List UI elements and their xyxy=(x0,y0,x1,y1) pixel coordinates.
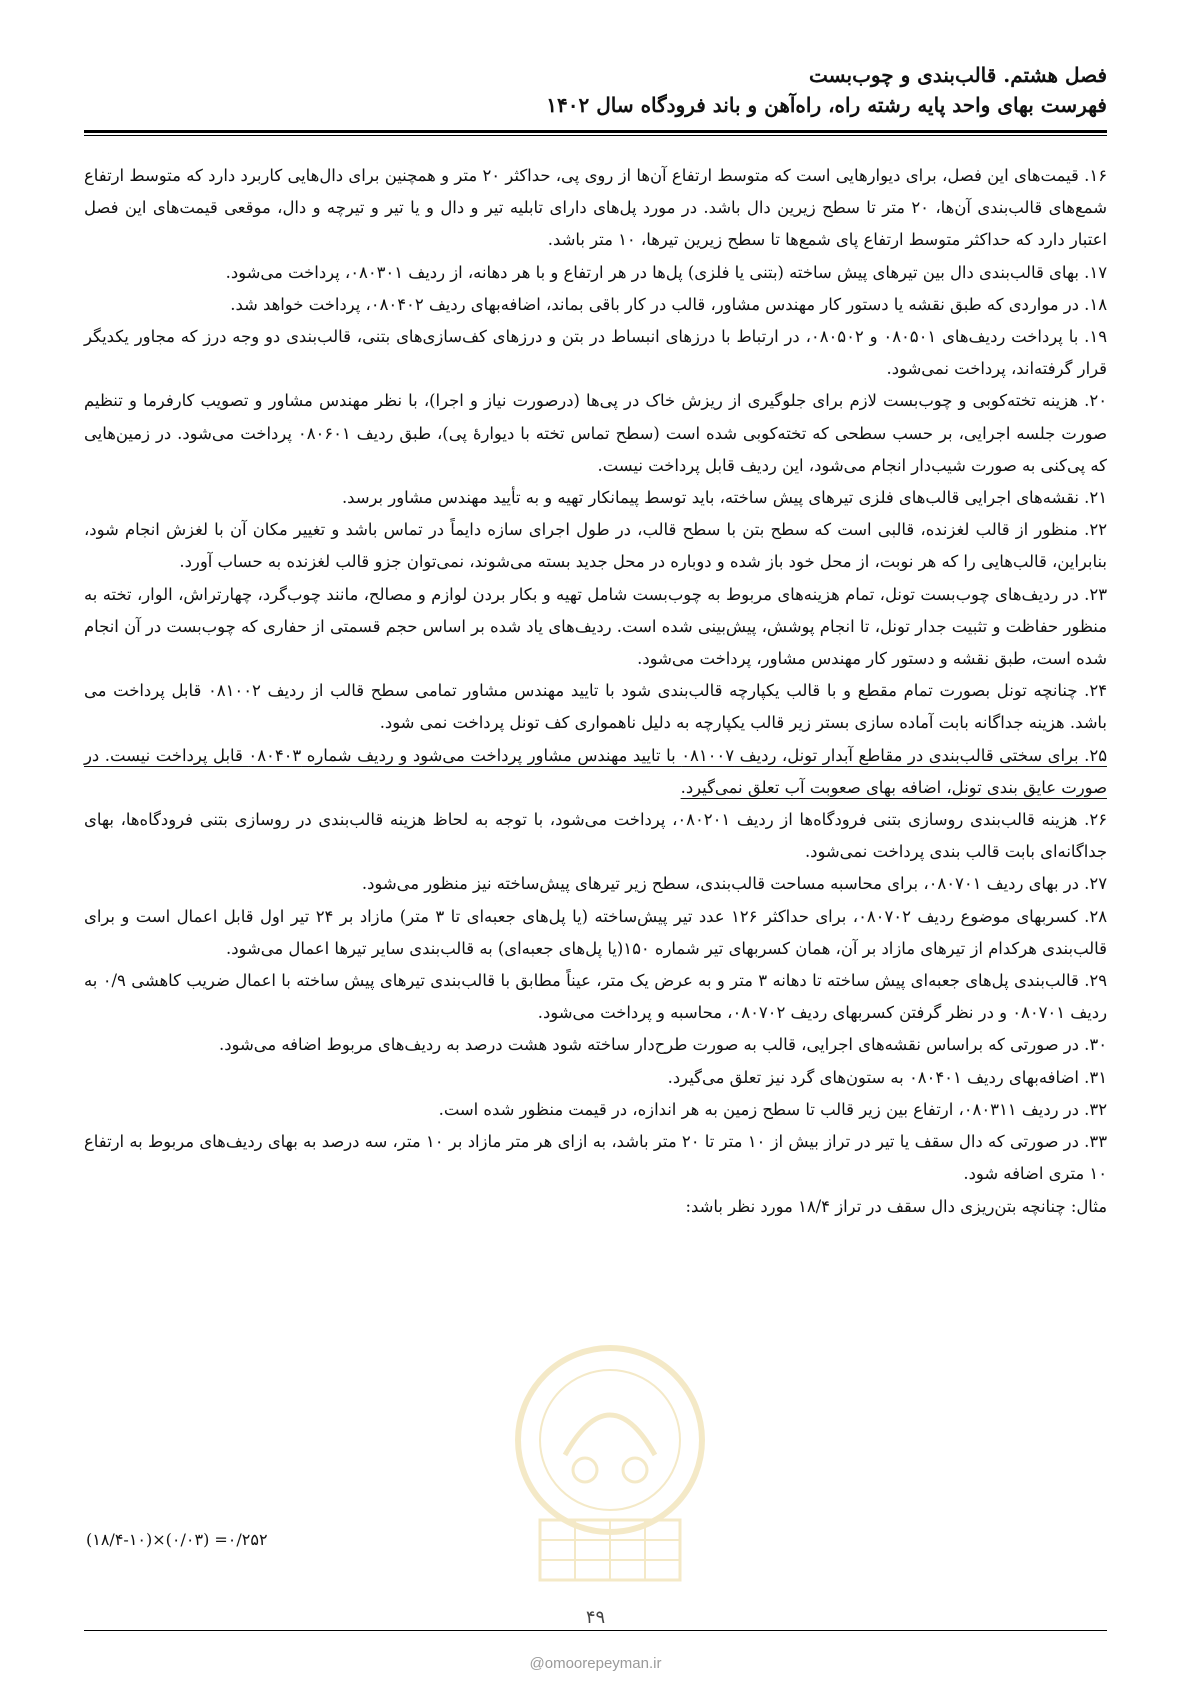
note-26: ۲۶. هزینه قالب‌بندی روسازی بتنی فرودگاه‌ها از ردیف ۰۸۰۲۰۱، پرداخت می‌شود، با توجه به لحاظ هزینه قالب‌بندی در روسازی بتنی فرودگاه‌ها، بهای جداگانه‌ای بابت قالب بندی پرداخت نمی‌شود. xyxy=(84,810,1107,862)
notes-body xyxy=(84,160,1107,1223)
header-rule-thin xyxy=(84,135,1107,136)
note-20: ۲۰. هزینه تخته‌کوبی و چوب‌بست لازم برای جلوگیری از ریزش خاک در پی‌ها (درصورت نیاز و اجرا)، با نظر مهندس مشاور و تصویب کارفرما و تنظیم صورت جلسه اجرایی، بر حسب سطحی که تخته‌کوبی شده است (سطح تماس تخته با دیوارهٔ پی)، طبق ردیف ۰۸۰۶۰۱ پرداخت می‌شود. در زمین‌هایی که پی‌کنی به صورت شیب‌دار انجام می‌شود، این ردیف قابل پرداخت نیست. xyxy=(84,391,1107,475)
watermark-logo-icon xyxy=(505,1335,715,1595)
footer-rule xyxy=(84,1630,1107,1631)
page-number: ۴۹ xyxy=(585,1607,606,1628)
note-32: ۳۲. در ردیف ۰۸۰۳۱۱، ارتفاع بین زیر قالب تا سطح زمین به هر اندازه، در قیمت منظور شده است. xyxy=(438,1099,1107,1119)
note-24: ۲۴. چنانچه تونل بصورت تمام مقطع و با قالب یکپارچه قالب‌بندی شود با تایید مهندس مشاور تمامی سطح قالب از ردیف ۰۸۱۰۰۲ قابل پرداخت می باشد. هزینه جداگانه بابت آماده سازی بستر زیر قالب یکپارچه به دلیل ناهمواری کف تونل پرداخت نمی شود. xyxy=(84,681,1107,733)
note-16: ۱۶. قیمت‌های این فصل، برای دیوارهایی است که متوسط ارتفاع آن‌ها از روی پی، حداکثر ۲۰ متر و همچنین برای دال‌هایی کاربرد دارد که متوسط ارتفاع شمع‌های قالب‌بندی آن‌ها، ۲۰ متر تا سطح زیرین دال باشد. در مورد پل‌های دارای تابلیه تیر و دال و یا تیر و تیرچه و دال، موقعی قیمت‌های این فصل اعتبار دارد که حداکثر متوسط ارتفاع پای شمع‌ها تا سطح زیرین تیرها، ۱۰ متر باشد. xyxy=(84,166,1107,250)
note-30: ۳۰. در صورتی که براساس نقشه‌های اجرایی، قالب به صورت طرح‌دار ساخته شود هشت درصد به ردیف‌های مربوط اضافه می‌شود. xyxy=(219,1035,1107,1055)
example-line: مثال: چنانچه بتن‌ریزی دال سقف در تراز ۱۸/۴ مورد نظر باشد: xyxy=(685,1196,1107,1216)
note-27: ۲۷. در بهای ردیف ۰۸۰۷۰۱، برای محاسبه مساحت قالب‌بندی، سطح زیر تیرهای پیش‌ساخته نیز منظور می‌شود. xyxy=(361,874,1107,894)
note-18: ۱۸. در مواردی که طبق نقشه یا دستور کار مهندس مشاور، قالب در کار باقی بماند، اضافه‌بهای ردیف ۰۸۰۴۰۲، پرداخت خواهد شد. xyxy=(230,294,1107,314)
note-33: ۳۳. در صورتی که دال سقف یا تیر در تراز بیش از ۱۰ متر تا ۲۰ متر باشد، به ازای هر متر مازاد بر ۱۰ متر، سه درصد به بهای ردیف‌های مربوط به ارتفاع ۱۰ متری اضافه شود. xyxy=(84,1132,1107,1184)
note-31: ۳۱. اضافه‌بهای ردیف ۰۸۰۴۰۱ به ستون‌های گرد نیز تعلق می‌گیرد. xyxy=(667,1067,1107,1087)
example-formula: (۱۸/۴-۱۰)×(۰/۰۳) =۰/۲۵۲ xyxy=(86,1530,268,1549)
page-header xyxy=(84,60,1107,120)
note-25: ۲۵. برای سختی قالب‌بندی در مقاطع آبدار تونل، ردیف ۰۸۱۰۰۷ با تایید مهندس مشاور پرداخت می‌شود و ردیف شماره ۰۸۰۴۰۳ قابل پرداخت نیست. در صورت عایق بندی تونل، اضافه بهای صعوبت آب تعلق نمی‌گیرد. xyxy=(84,745,1107,797)
footer-site-link[interactable]: @omoorepeyman.ir xyxy=(529,1655,662,1672)
chapter-title: فصل هشتم. قالب‌بندی و چوب‌بست xyxy=(809,63,1107,87)
header-rule-thick xyxy=(84,130,1107,133)
note-22: ۲۲. منظور از قالب لغزنده، قالبی است که سطح بتن با سطح قالب، در طول اجرای سازه دایماً در تماس باشد و تغییر مکان آن با لغزش انجام شود، بنابراین، قالب‌هایی را که هر نوبت، از محل خود باز شده و دوباره در محل جدید بسته می‌شوند، نمی‌توان جزو قالب لغزنده به حساب آورد. xyxy=(84,520,1107,572)
document-subtitle: فهرست بهای واحد پایه رشته راه، راه‌آهن و باند فرودگاه سال ۱۴۰۲ xyxy=(546,93,1107,117)
note-29: ۲۹. قالب‌بندی پل‌های جعبه‌ای پیش ساخته تا دهانه ۳ متر و به عرض یک متر، عیناً مطابق با قالب‌بندی تیرهای پیش ساخته با اعمال ضریب کاهشی ۰/۹ به ردیف ۰۸۰۷۰۱ و در نظر گرفتن کسربهای ردیف ۰۸۰۷۰۲، محاسبه و پرداخت می‌شود. xyxy=(84,971,1108,1023)
note-28: ۲۸. کسربهای موضوع ردیف ۰۸۰۷۰۲، برای حداکثر ۱۲۶ عدد تیر پیش‌ساخته (یا پل‌های جعبه‌ای تا ۳ متر) مازاد بر ۲۴ تیر اول قابل اعمال است و برای قالب‌بندی هرکدام از تیرهای مازاد بر آن، همان کسربهای تیر شماره ۱۵۰(یا پل‌های جعبه‌ای) به قالب‌بندی سایر تیرها اعمال می‌شود. xyxy=(84,906,1107,958)
note-19: ۱۹. با پرداخت ردیف‌های ۰۸۰۵۰۱ و ۰۸۰۵۰۲، در ارتباط با درزهای انبساط در بتن و درزهای کف‌سازی‌های بتنی، قالب‌بندی دو وجه درز که مجاور یکدیگر قرار گرفته‌اند، پرداخت نمی‌شود. xyxy=(84,327,1107,379)
note-23: ۲۳. در ردیف‌های چوب‌بست تونل، تمام هزینه‌های مربوط به چوب‌بست شامل تهیه و بکار بردن لوازم و مصالح، مانند چوب‌گرد، چهارتراش، الوار، تخته به منظور حفاظت و تثبیت جدار تونل، تا انجام پوشش، پیش‌بینی شده است. ردیف‌های یاد شده بر اساس حجم قسمتی از حفاری که چوب‌بست در آن انجام شده است، طبق نقشه و دستور کار مهندس مشاور، پرداخت می‌شود. xyxy=(84,584,1107,669)
note-17: ۱۷. بهای قالب‌بندی دال بین تیرهای پیش ساخته (بتنی یا فلزی) پل‌ها در هر ارتفاع و با هر دهانه، از ردیف ۰۸۰۳۰۱، پرداخت می‌شود. xyxy=(225,262,1107,282)
note-21: ۲۱. نقشه‌های اجرایی قالب‌های فلزی تیرهای پیش ساخته، باید توسط پیمانکار تهیه و به تأیید مهندس مشاور برسد. xyxy=(341,488,1107,508)
